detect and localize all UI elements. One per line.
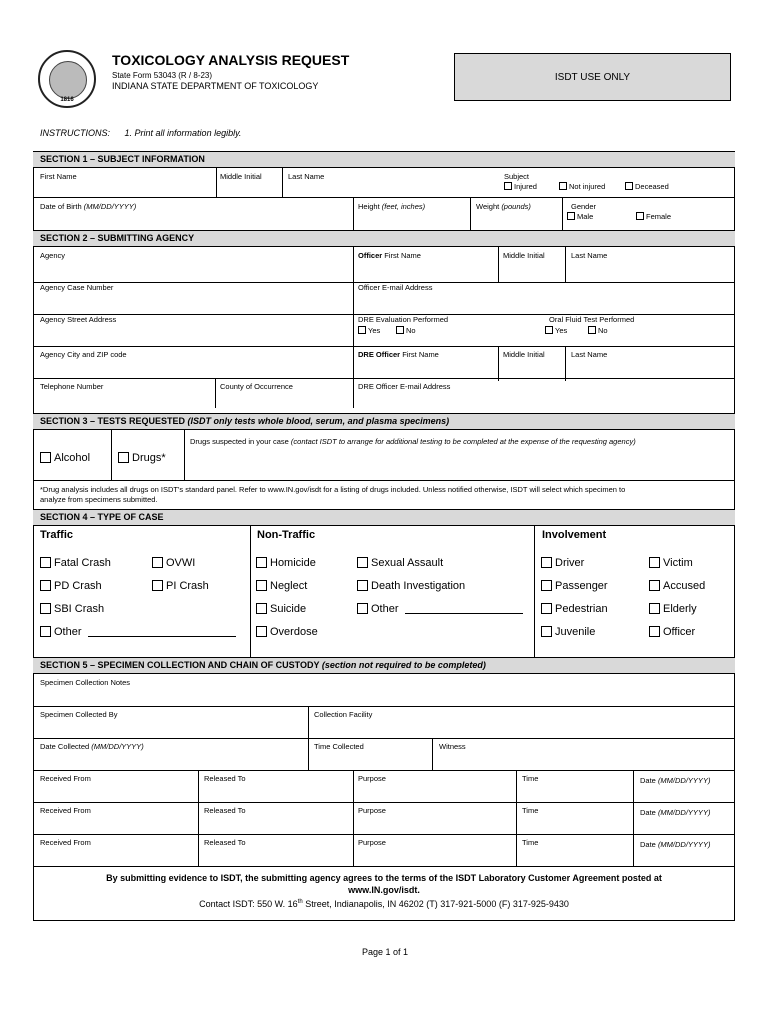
isdt-use-only-label: ISDT USE ONLY	[554, 71, 631, 83]
section3-title-note: (ISDT only tests whole blood, serum, and plasma specimens)	[187, 416, 450, 426]
checkbox-icon[interactable]	[396, 326, 404, 334]
checkbox-icon[interactable]	[357, 557, 368, 568]
time-field-2[interactable]: Time	[522, 806, 539, 815]
oral-fluid-no-checkbox[interactable]	[588, 326, 608, 335]
checkbox-icon[interactable]	[541, 626, 552, 637]
ovwi-checkbox[interactable]	[152, 557, 195, 569]
male-label: Male	[577, 212, 594, 221]
checkbox-icon[interactable]	[40, 626, 51, 637]
checkbox-icon[interactable]	[504, 182, 512, 190]
checkbox-icon[interactable]	[559, 182, 567, 190]
received-from-field-3[interactable]: Received From	[40, 838, 91, 847]
weight-label: Weight	[476, 202, 500, 211]
section3-title: SECTION 3 – TESTS REQUESTED	[40, 416, 186, 426]
collection-facility-field[interactable]: Collection Facility	[314, 710, 373, 719]
checkbox-icon[interactable]	[649, 580, 660, 591]
pedestrian-label: Pedestrian	[555, 603, 608, 615]
purpose-field-3[interactable]: Purpose	[358, 838, 386, 847]
checkbox-icon[interactable]	[625, 182, 633, 190]
accused-label: Accused	[663, 580, 706, 592]
pi-crash-checkbox[interactable]	[152, 580, 209, 592]
overdose-label: Overdose	[270, 626, 318, 638]
purpose-field-1[interactable]: Purpose	[358, 774, 386, 783]
section2-title: SECTION 2 – SUBMITTING AGENCY	[40, 233, 195, 243]
non-traffic-other-label: Other	[371, 603, 399, 615]
checkbox-icon[interactable]	[40, 603, 51, 614]
passenger-checkbox[interactable]	[541, 580, 608, 592]
telephone-field[interactable]: Telephone Number	[40, 382, 104, 391]
instructions-label: INSTRUCTIONS:	[40, 128, 111, 138]
date-format: (MM/DD/YYYY)	[657, 808, 711, 817]
weight-field[interactable]	[476, 202, 531, 211]
section5-title: SECTION 5 – SPECIMEN COLLECTION AND CHAIN OF CUSTODY	[40, 660, 320, 670]
fatal-crash-label: Fatal Crash	[54, 557, 111, 569]
height-field[interactable]	[358, 202, 425, 211]
section1-title: SECTION 1 – SUBJECT INFORMATION	[40, 154, 205, 164]
drugs-suspected-label: Drugs suspected in your case	[190, 437, 289, 446]
contact-sup: th	[297, 899, 303, 905]
weight-unit: (pounds)	[501, 202, 531, 211]
indiana-state-seal	[38, 50, 96, 108]
driver-checkbox[interactable]	[541, 557, 584, 569]
female-checkbox[interactable]	[636, 212, 671, 221]
checkbox-icon[interactable]	[649, 626, 660, 637]
checkbox-icon[interactable]	[567, 212, 575, 220]
checkbox-icon[interactable]	[541, 603, 552, 614]
officer-last-name-field[interactable]: Last Name	[571, 251, 608, 260]
male-checkbox[interactable]	[567, 212, 593, 221]
witness-field[interactable]: Witness	[439, 742, 466, 751]
death-investigation-checkbox[interactable]	[357, 580, 465, 592]
traffic-heading: Traffic	[40, 529, 74, 541]
dre-officer-first-name-label: First Name	[402, 350, 439, 359]
injured-checkbox[interactable]	[504, 182, 537, 191]
agency-street-field[interactable]: Agency Street Address	[40, 315, 117, 324]
page-number: Page 1 of 1	[361, 947, 409, 957]
drugs-suspected-field[interactable]	[190, 437, 636, 446]
fatal-crash-checkbox[interactable]	[40, 557, 111, 569]
first-name-field[interactable]: First Name	[40, 172, 77, 181]
section5-header	[33, 657, 735, 674]
victim-label: Victim	[663, 557, 693, 569]
sexual-assault-label: Sexual Assault	[371, 557, 444, 569]
checkbox-icon[interactable]	[588, 326, 596, 334]
dob-format: (MM/DD/YYYY)	[83, 202, 137, 211]
last-name-field[interactable]: Last Name	[288, 172, 325, 181]
involvement-heading: Involvement	[542, 529, 607, 541]
pedestrian-checkbox[interactable]	[541, 603, 608, 615]
officer-middle-initial-field[interactable]: Middle Initial	[503, 251, 545, 260]
neglect-checkbox[interactable]	[256, 580, 307, 592]
officer-first-name-field[interactable]	[358, 251, 421, 260]
not-injured-checkbox[interactable]	[559, 182, 605, 191]
date-collected-field[interactable]	[40, 742, 144, 751]
contact-line	[33, 896, 735, 910]
oral-fluid-yes-checkbox[interactable]	[545, 326, 567, 335]
checkbox-icon[interactable]	[649, 603, 660, 614]
checkbox-icon[interactable]	[357, 603, 368, 614]
passenger-label: Passenger	[555, 580, 608, 592]
driver-label: Driver	[555, 557, 585, 569]
sbi-crash-checkbox[interactable]	[40, 603, 104, 615]
checkbox-icon[interactable]	[256, 580, 267, 591]
middle-initial-field[interactable]: Middle Initial	[220, 172, 262, 181]
checkbox-icon[interactable]	[256, 557, 267, 568]
section4-title: SECTION 4 – TYPE OF CASE	[40, 512, 164, 522]
deceased-checkbox[interactable]	[625, 182, 669, 191]
suicide-checkbox[interactable]	[256, 603, 306, 615]
checkbox-icon[interactable]	[118, 452, 129, 463]
time-field-1[interactable]: Time	[522, 774, 539, 783]
ovwi-label: OVWI	[166, 557, 196, 569]
no-label: No	[598, 326, 608, 335]
dre-email-field[interactable]: DRE Officer E-mail Address	[358, 382, 451, 391]
accused-checkbox[interactable]	[649, 580, 705, 592]
traffic-other-input[interactable]	[88, 636, 236, 637]
neglect-label: Neglect	[270, 580, 308, 592]
drug-footnote	[40, 485, 625, 505]
dob-field[interactable]	[40, 202, 136, 211]
county-field[interactable]: County of Occurrence	[220, 382, 293, 391]
alcohol-checkbox[interactable]	[40, 452, 90, 464]
instructions	[40, 128, 241, 138]
non-traffic-other-input[interactable]	[405, 613, 523, 614]
yes-label: Yes	[555, 326, 568, 335]
non-traffic-other-checkbox[interactable]	[357, 603, 523, 615]
released-to-field-1[interactable]: Released To	[204, 774, 246, 783]
checkbox-icon[interactable]	[256, 603, 267, 614]
agency-city-field[interactable]: Agency City and ZIP code	[40, 350, 127, 359]
section4-header	[33, 509, 735, 526]
juvenile-label: Juvenile	[555, 626, 596, 638]
received-from-field-2[interactable]: Received From	[40, 806, 91, 815]
section2-header	[33, 230, 735, 247]
isdt-use-only-box	[454, 53, 731, 101]
form-title: TOXICOLOGY ANALYSIS REQUEST	[112, 52, 350, 68]
section5-title-note: (section not required to be completed)	[321, 660, 486, 670]
released-to-field-2[interactable]: Released To	[204, 806, 246, 815]
alcohol-label: Alcohol	[54, 452, 91, 464]
pi-crash-label: PI Crash	[166, 580, 209, 592]
collected-by-field[interactable]: Specimen Collected By	[40, 710, 118, 719]
victim-checkbox[interactable]	[649, 557, 693, 569]
agreement-link[interactable]: www.IN.gov/isdt.	[348, 885, 420, 895]
purpose-field-2[interactable]: Purpose	[358, 806, 386, 815]
collection-notes-field[interactable]: Specimen Collection Notes	[40, 678, 131, 687]
dre-eval-yes-checkbox[interactable]	[358, 326, 380, 335]
date-label: Date	[640, 808, 656, 817]
dre-eval-label: DRE Evaluation Performed	[358, 315, 449, 324]
no-label: No	[406, 326, 416, 335]
contact-pre: Contact ISDT: 550 W. 16	[199, 899, 298, 909]
drug-footnote-line2: analyze from specimens submitted.	[40, 495, 158, 504]
checkbox-icon[interactable]	[256, 626, 267, 637]
dre-officer-first-name-field[interactable]	[358, 350, 439, 359]
agency-case-number-field[interactable]: Agency Case Number	[40, 283, 114, 292]
checkbox-icon[interactable]	[541, 580, 552, 591]
elderly-label: Elderly	[663, 603, 697, 615]
checkbox-icon[interactable]	[545, 326, 553, 334]
oral-fluid-label: Oral Fluid Test Performed	[549, 315, 635, 324]
date-collected-label: Date Collected	[40, 742, 90, 751]
received-from-field-1[interactable]: Received From	[40, 774, 91, 783]
checkbox-icon[interactable]	[541, 557, 552, 568]
sbi-crash-label: SBI Crash	[54, 603, 105, 615]
drugs-checkbox[interactable]	[118, 452, 166, 464]
dre-eval-no-checkbox[interactable]	[396, 326, 416, 335]
agreement-line1: By submitting evidence to ISDT, the submitting agency agrees to the terms of the ISDT Laboratory Customer Agreement posted at	[106, 873, 662, 883]
subject-label: Subject	[504, 172, 530, 181]
date-field-3[interactable]	[640, 840, 710, 849]
drugs-label: Drugs*	[132, 452, 166, 464]
time-field-3[interactable]: Time	[522, 838, 539, 847]
death-investigation-label: Death Investigation	[371, 580, 466, 592]
seal-year: 1816	[60, 97, 74, 103]
checkbox-icon[interactable]	[40, 580, 51, 591]
officer-checkbox[interactable]	[649, 626, 695, 638]
date-label: Date	[640, 840, 656, 849]
date-format: (MM/DD/YYYY)	[657, 776, 711, 785]
officer-involvement-label: Officer	[663, 626, 696, 638]
checkbox-icon[interactable]	[636, 212, 644, 220]
female-label: Female	[646, 212, 672, 221]
traffic-other-label: Other	[54, 626, 82, 638]
checkbox-icon[interactable]	[357, 580, 368, 591]
section3-header	[33, 413, 735, 430]
time-collected-field[interactable]: Time Collected	[314, 742, 364, 751]
pd-crash-label: PD Crash	[54, 580, 102, 592]
instructions-text: 1. Print all information legibly.	[124, 128, 242, 138]
checkbox-icon[interactable]	[358, 326, 366, 334]
form-number: State Form 53043 (R / 8-23)	[112, 71, 213, 80]
overdose-checkbox[interactable]	[256, 626, 318, 638]
date-label: Date	[640, 776, 656, 785]
checkbox-icon[interactable]	[152, 580, 163, 591]
yes-label: Yes	[368, 326, 381, 335]
checkbox-icon[interactable]	[152, 557, 163, 568]
drug-footnote-line1: *Drug analysis includes all drugs on ISDT's standard panel. Refer to www.IN.gov/isdt for a listing of drugs included. Unless notified otherwise, ISDT will select which specimen to	[40, 485, 626, 494]
sexual-assault-checkbox[interactable]	[357, 557, 443, 569]
agreement-footer	[33, 872, 735, 910]
height-unit: (feet, inches)	[381, 202, 426, 211]
officer-email-field[interactable]: Officer E-mail Address	[358, 283, 433, 292]
gender-label: Gender	[571, 202, 597, 211]
non-traffic-heading: Non-Traffic	[257, 529, 316, 541]
suicide-label: Suicide	[270, 603, 307, 615]
juvenile-checkbox[interactable]	[541, 626, 595, 638]
contact-post: Street, Indianapolis, IN 46202 (T) 317-921-5000 (F) 317-925-9430	[302, 899, 569, 909]
deceased-label: Deceased	[635, 182, 669, 191]
homicide-checkbox[interactable]	[256, 557, 316, 569]
date-collected-format: (MM/DD/YYYY)	[91, 742, 144, 751]
date-format: (MM/DD/YYYY)	[657, 840, 711, 849]
officer-label: Officer	[358, 251, 383, 260]
pd-crash-checkbox[interactable]	[40, 580, 102, 592]
section1-header	[33, 151, 735, 168]
traffic-other-checkbox[interactable]	[40, 626, 236, 638]
drugs-suspected-note: (contact ISDT to arrange for additional testing to be completed at the expense of the requesting agency)	[290, 437, 636, 446]
checkbox-icon[interactable]	[40, 452, 51, 463]
seal-emblem-icon	[49, 61, 87, 99]
not-injured-label: Not injured	[569, 182, 606, 191]
checkbox-icon[interactable]	[649, 557, 660, 568]
checkbox-icon[interactable]	[40, 557, 51, 568]
date-field-1[interactable]	[640, 776, 710, 785]
released-to-field-3[interactable]: Released To	[204, 838, 246, 847]
elderly-checkbox[interactable]	[649, 603, 697, 615]
date-field-2[interactable]	[640, 808, 710, 817]
dre-officer-middle-initial-field[interactable]: Middle Initial	[503, 350, 545, 359]
dre-officer-label: DRE Officer	[358, 350, 401, 359]
officer-first-name-label: First Name	[384, 251, 421, 260]
agency-field[interactable]: Agency	[40, 251, 66, 260]
dob-label: Date of Birth	[40, 202, 82, 211]
dre-officer-last-name-field[interactable]: Last Name	[571, 350, 608, 359]
homicide-label: Homicide	[270, 557, 316, 569]
height-label: Height	[358, 202, 380, 211]
injured-label: Injured	[514, 182, 537, 191]
department-name: INDIANA STATE DEPARTMENT OF TOXICOLOGY	[112, 81, 319, 91]
